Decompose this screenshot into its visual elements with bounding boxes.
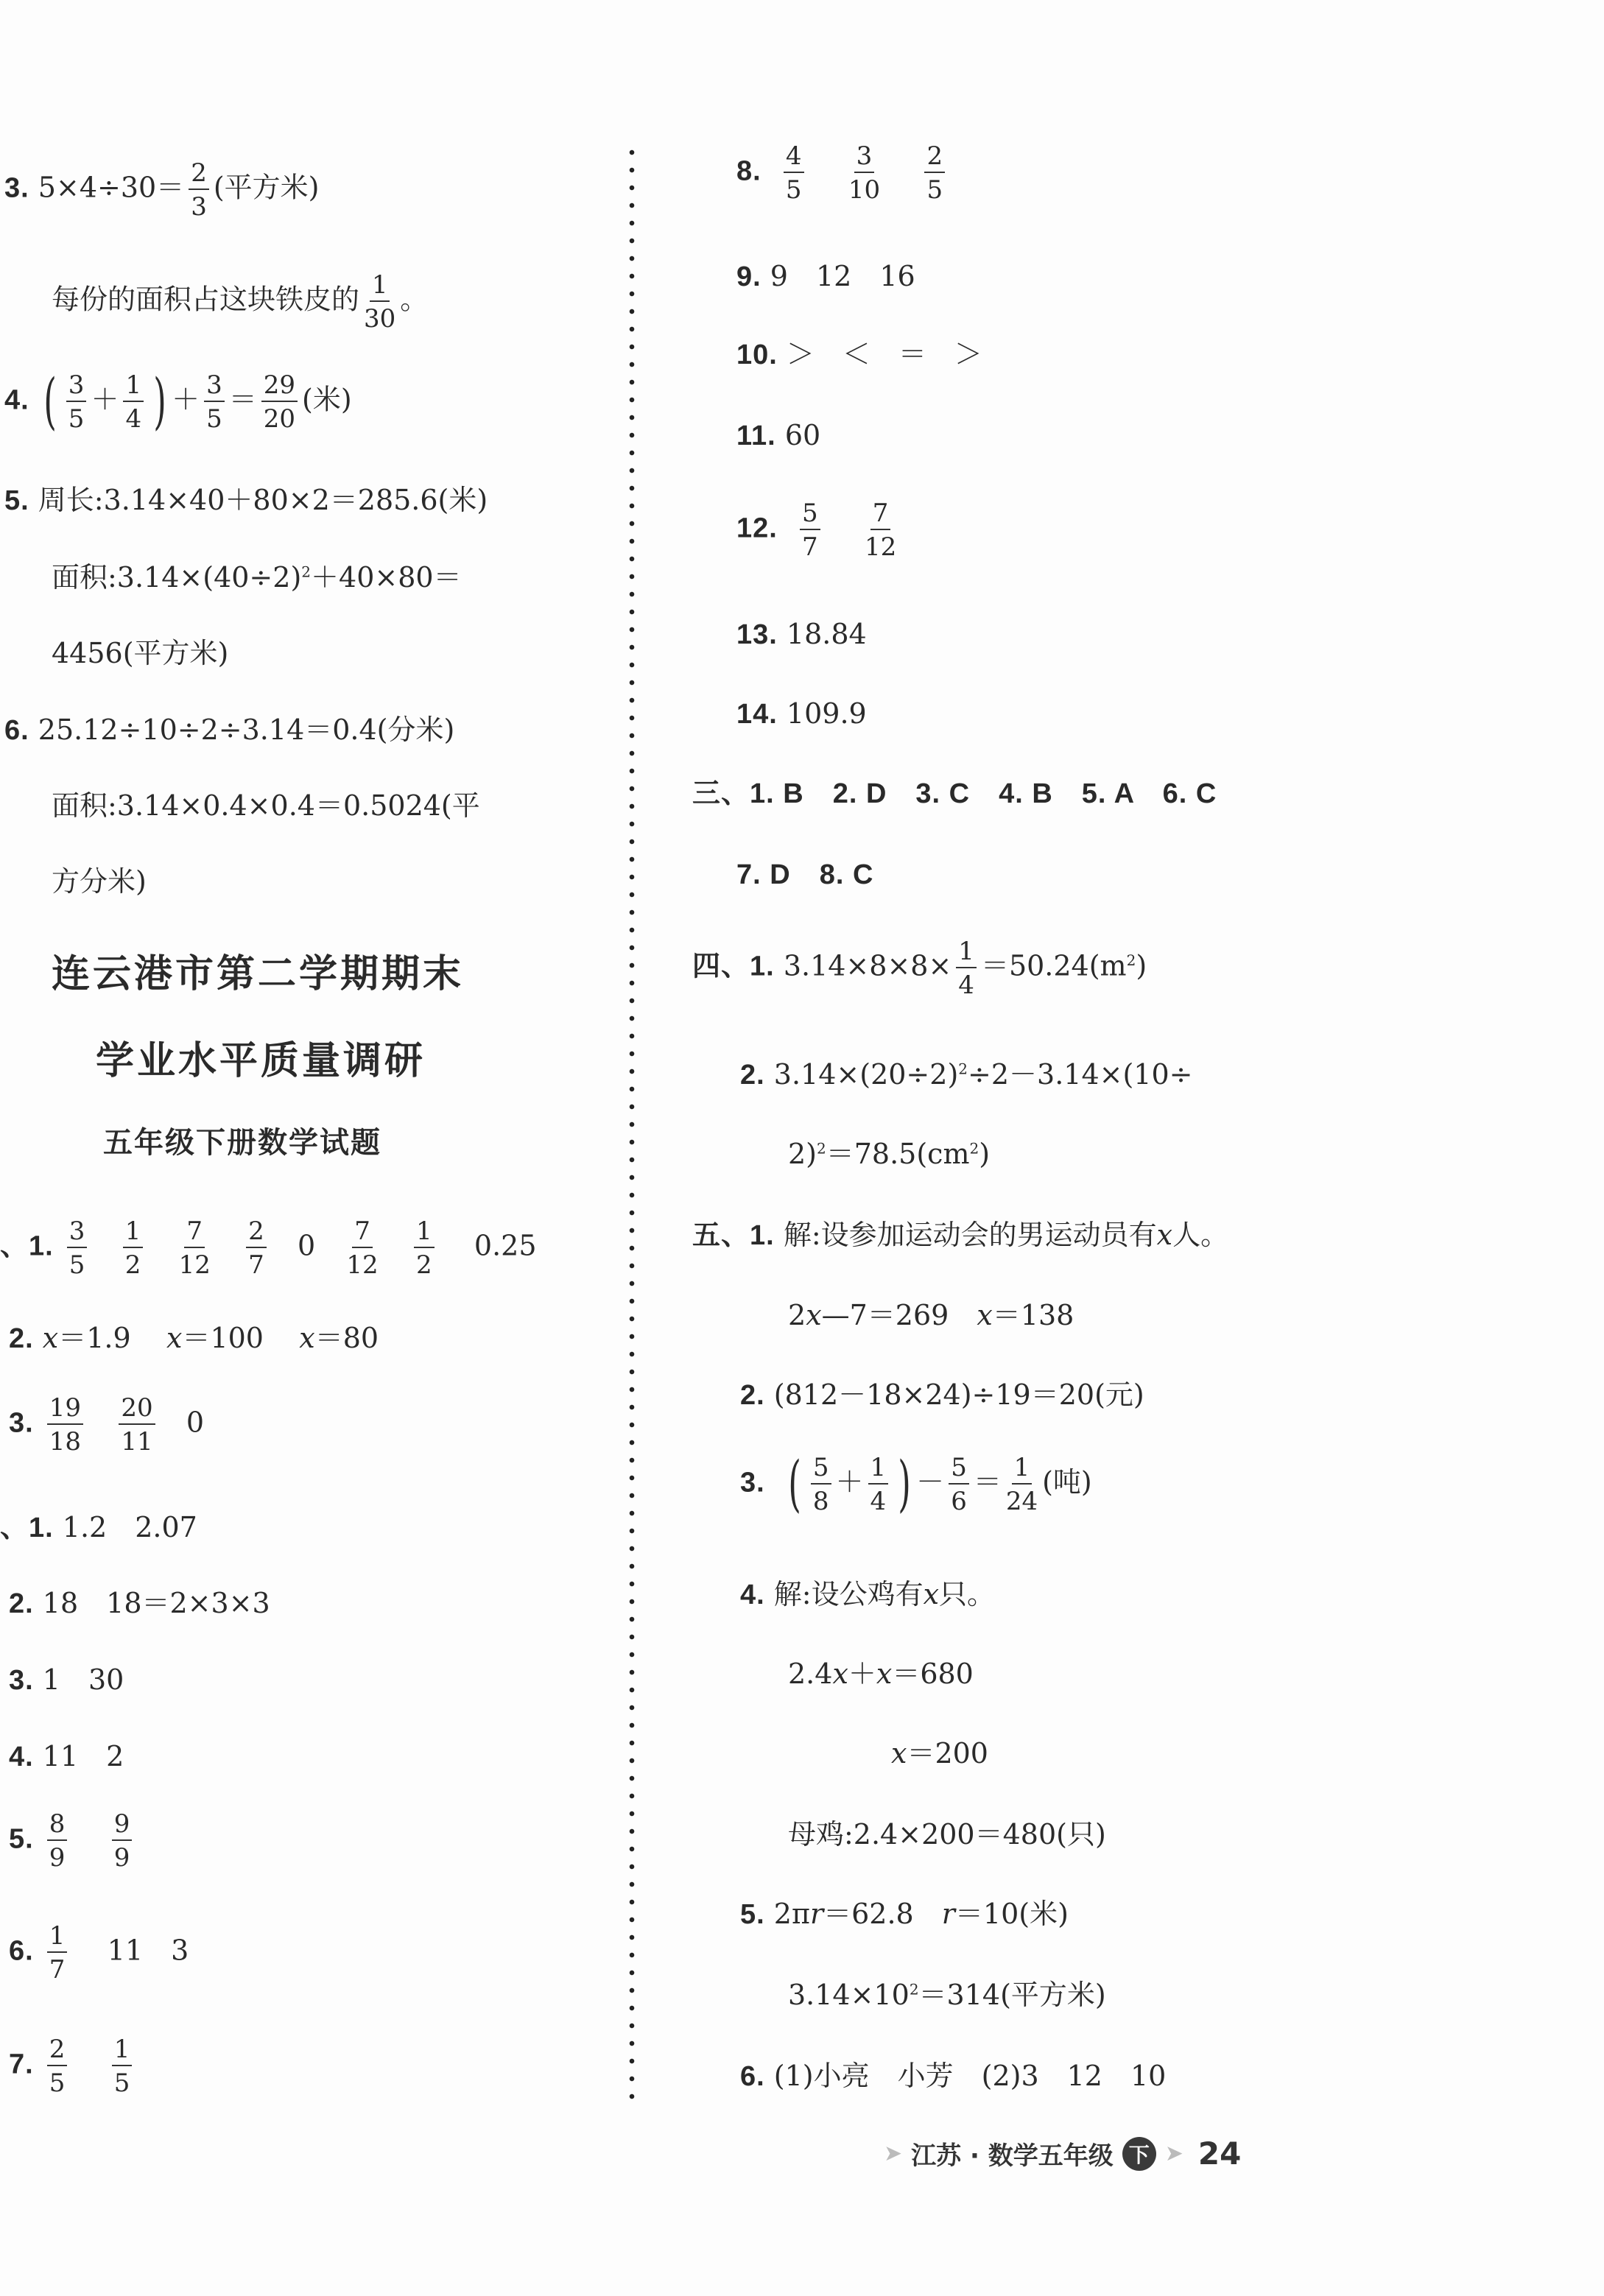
answer-sec2-4: 4. 11 2 xyxy=(9,1740,124,1772)
answer-left-5-line2: 面积$:3.14\times(40\div 2)^2+40\times 80=$ xyxy=(52,561,462,594)
answer-sec5-4-line4: 母鸡:2.4×200＝480(只) xyxy=(788,1818,1106,1850)
answer-sec5-4-line3: x＝200 xyxy=(891,1737,988,1769)
footer-text: 江苏 · 数学五年级 xyxy=(911,2141,1114,2171)
arrow-icon: ➤ xyxy=(1164,2141,1183,2166)
answer-left-5: 5. 周长:3.14×40＋80×2＝285.6(米) xyxy=(4,484,488,516)
answer-sec1-2: 2. x＝1.9 x＝100 x＝80 xyxy=(9,1322,379,1354)
answer-sec5-4-line2: 2.4x＋x＝680 xyxy=(788,1658,974,1690)
answer-sec5-1-line2: 2x—7＝269 x＝138 xyxy=(788,1299,1074,1331)
answer-sec1-1: 、1. $\frac{3}{5}$ $\frac{1}{2}$ $\frac{7}{12}$ $\frac{2}{7}$ 0 $\frac{7}{12}$ $\frac{1}{2}$ 0.25 xyxy=(0,1216,537,1280)
answer-left-6-line2: 面积:3.14×0.4×0.4＝0.5024(平 xyxy=(52,789,480,822)
exam-title: 连云港市第二学期期末 xyxy=(52,952,465,996)
page-number: 24 xyxy=(1197,2135,1242,2172)
answer-sec4-2-line2: $2)^2=78.5(cm^2)$ xyxy=(788,1138,991,1170)
fraction: $\frac{1}{30}$ xyxy=(364,270,396,334)
fraction: $\frac{2}{3}$ xyxy=(189,161,209,219)
answer-right-13: 13. 18.84 xyxy=(736,618,867,650)
answer-sec2-1: 、1. 1.2 2.07 xyxy=(0,1511,197,1543)
answer-right-11: 11. 60 xyxy=(736,419,821,451)
answer-left-5-line3: 4456(平方米) xyxy=(52,637,229,669)
answer-left-3-line2: 每份的面积占这块铁皮的 $\frac{1}{30}$ 。 xyxy=(52,270,429,334)
answer-right-9: 9. 9 12 16 xyxy=(736,260,915,292)
answer-left-4: 4. ( $\frac{3}{5}$ ＋ $\frac{1}{4}$ ) ＋ $\frac{3}{5}$ ＝ $\frac{29}{20}$ (米) xyxy=(4,367,352,437)
column-divider xyxy=(629,144,635,2102)
volume-badge: 下 xyxy=(1122,2137,1156,2171)
answer-sec3-line1: 三、1. B 2. D 3. C 4. B 5. A 6. C xyxy=(692,778,1217,809)
answer-sec3-line2: 7. D 8. C xyxy=(736,859,874,890)
answer-sec5-5-line2: $3.14\times 10^2=314$(平方米) xyxy=(788,1979,1106,2011)
exam-subtitle: 学业水平质量调研 xyxy=(96,1039,426,1083)
answer-sec5-3: 3. ( $\frac{5}{8}$ ＋ $\frac{1}{4}$ ) － $\frac{5}{6}$ ＝ $\frac{1}{24}$ (吨) xyxy=(740,1449,1092,1519)
answer-left-3: 3. 5×4÷30＝ $\frac{2}{3}$ (平方米) xyxy=(4,158,320,222)
answer-sec4-1: 四、1. 3.14×8×8× $\frac{1}{4}$ $=50.24(m^2)$ xyxy=(692,937,1147,1000)
answer-sec5-1: 五、1. 解:设参加运动会的男运动员有x人。 xyxy=(692,1219,1229,1251)
answer-sec5-2: 2. (812－18×24)÷19＝20(元) xyxy=(740,1378,1144,1411)
answer-sec2-7: 7. $\frac{2}{5}$ $\frac{1}{5}$ xyxy=(9,2037,136,2096)
answer-right-8: 8. $\frac{4}{5}$ $\frac{3}{10}$ $\frac{2}{5}$ xyxy=(736,144,949,203)
answer-sec1-3: 3. $\frac{19}{18}$ $\frac{20}{11}$ 0 xyxy=(9,1393,205,1457)
answer-right-10: 10. ＞ ＜ ＝ ＞ xyxy=(736,338,982,370)
answer-sec2-5: 5. $\frac{8}{9}$ $\frac{9}{9}$ xyxy=(9,1811,136,1870)
answer-right-14: 14. 109.9 xyxy=(736,697,867,730)
answer-sec2-6: 6. $\frac{1}{7}$ 11 3 xyxy=(9,1921,189,1985)
answer-sec5-6: 6. (1)小亮 小芳 (2)3 12 10 xyxy=(740,2060,1167,2092)
answer-sec5-5: 5. 2πr＝62.8 r＝10(米) xyxy=(740,1898,1069,1930)
answer-sec4-2: 2. $3.14\times(20\div 2)^2\div 2-3.14\times(10\div$ xyxy=(740,1058,1193,1091)
answer-sec2-2: 2. 18 18＝2×3×3 xyxy=(9,1587,270,1619)
answer-sec2-3: 3. 1 30 xyxy=(9,1663,124,1696)
answer-right-12: 12. $\frac{5}{7}$ $\frac{7}{12}$ xyxy=(736,499,897,562)
page-footer xyxy=(884,2135,1241,2172)
arrow-icon: ➤ xyxy=(884,2141,903,2166)
exam-grade-title: 五年级下册数学试题 xyxy=(103,1126,381,1160)
answer-left-6: 6. 25.12÷10÷2÷3.14＝0.4(分米) xyxy=(4,714,455,746)
answer-sec5-4: 4. 解:设公鸡有x只。 xyxy=(740,1578,996,1610)
answer-left-6-line3: 方分米) xyxy=(52,865,147,898)
